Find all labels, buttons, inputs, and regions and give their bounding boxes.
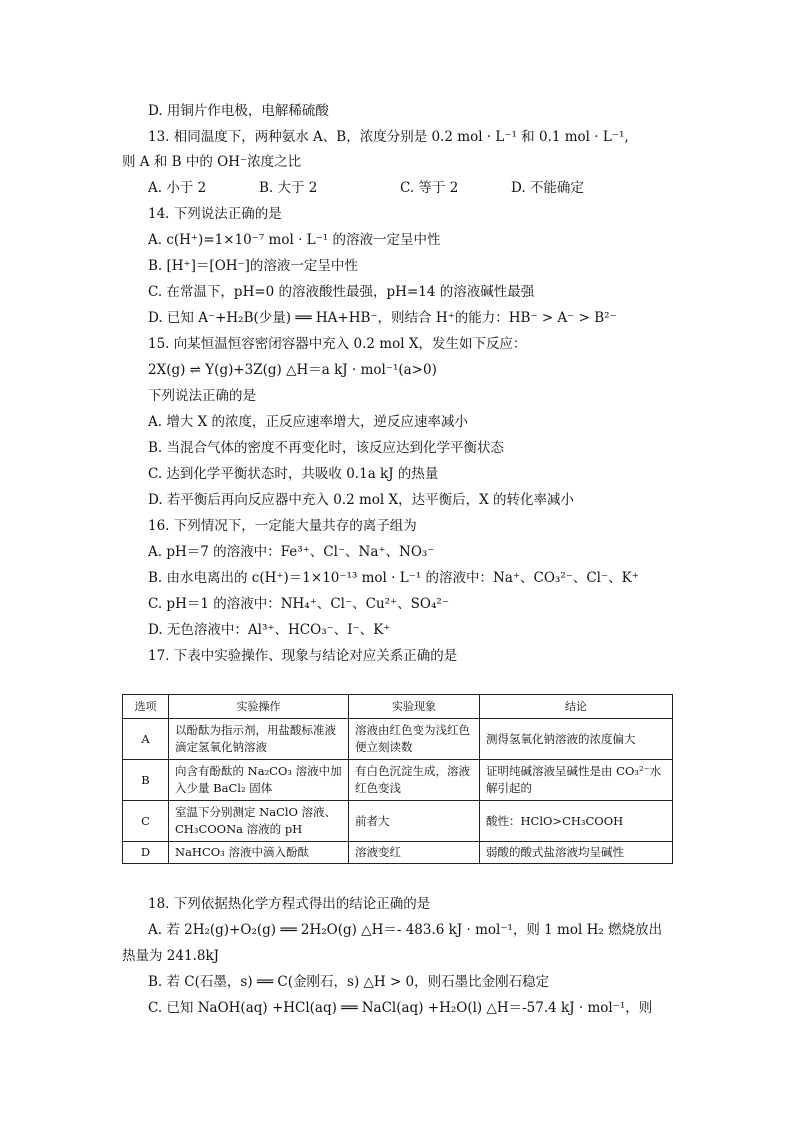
q18-option-b: B. 若 C(石墨，s) ══ C(金刚石，s) △H > 0，则石墨比金刚石稳定 [148,974,550,990]
table-cell: 弱酸的酸式盐溶液均呈碱性 [480,842,673,864]
q16-option-d: D. 无色溶液中：Al³⁺、HCO₃⁻、I⁻、K⁺ [148,622,391,638]
table-cell: 酸性：HClO>CH₃COOH [480,801,673,842]
header-operation: 实验操作 [169,695,349,719]
table-row [123,801,673,842]
q14-option-b: B. [H⁺]＝[OH⁻]的溶液一定呈中性 [148,258,358,274]
table-cell: B [123,760,169,801]
q15-option-c: C. 达到化学平衡状态时，共吸收 0.1a kJ 的热量 [148,466,439,482]
q14-option-d: D. 已知 A⁻+H₂B(少量) ══ HA+HB⁻，则结合 H⁺的能力：HB⁻ > A⁻ > B²⁻ [148,310,617,326]
q13-option-d: D. 不能确定 [511,180,584,196]
question-14: 14. 下列说法正确的是 [148,206,282,222]
q18-option-a-cont: 热量为 241.8kJ [122,948,220,964]
q15-prompt: 下列说法正确的是 [148,388,256,404]
table-cell: 溶液变红 [349,842,480,864]
header-option: 选项 [123,695,169,719]
q13-option-a: A. 小于 2 [148,180,207,196]
q14-option-a: A. c(H⁺)=1×10⁻⁷ mol · L⁻¹ 的溶液一定呈中性 [148,232,441,248]
q18-option-a: A. 若 2H₂(g)+O₂(g) ══ 2H₂O(g) △H＝- 483.6 kJ · mol⁻¹，则 1 mol H₂ 燃烧放出 [148,922,663,938]
table-cell: A [123,719,169,760]
table-cell: 测得氢氧化钠溶液的浓度偏大 [480,719,673,760]
table-row [123,760,673,801]
question-18: 18. 下列依据热化学方程式得出的结论正确的是 [148,896,431,912]
table-row [123,842,673,864]
q15-equation: 2X(g) ⇌ Y(g)+3Z(g) △H＝a kJ · mol⁻¹(a>0) [148,362,437,378]
line-q12-d: D. 用铜片作电极，电解稀硫酸 [148,103,329,119]
q13-option-b: B. 大于 2 [259,180,318,196]
q16-option-b: B. 由水电离出的 c(H⁺)＝1×10⁻¹³ mol · L⁻¹ 的溶液中：Na⁺、CO₃²⁻、Cl⁻、K⁺ [148,570,639,586]
question-16: 16. 下列情况下，一定能大量共存的离子组为 [148,518,417,534]
q16-option-c: C. pH＝1 的溶液中：NH₄⁺、Cl⁻、Cu²⁺、SO₄²⁻ [148,596,449,612]
table-cell: 向含有酚酞的 Na₂CO₃ 溶液中加入少量 BaCl₂ 固体 [169,760,349,801]
table-cell: C [123,801,169,842]
header-phenomenon: 实验现象 [349,695,480,719]
q15-option-d: D. 若平衡后再向反应器中充入 0.2 mol X，达平衡后，X 的转化率减小 [148,492,575,508]
q16-option-a: A. pH＝7 的溶液中：Fe³⁺、Cl⁻、Na⁺、NO₃⁻ [148,544,435,560]
table-cell: D [123,842,169,864]
question-15: 15. 向某恒温恒容密闭容器中充入 0.2 mol X，发生如下反应： [148,336,527,352]
table-cell: 室温下分别测定 NaClO 溶液、CH₃COONa 溶液的 pH [169,801,349,842]
table-cell: 溶液由红色变为浅红色便立刻读数 [349,719,480,760]
question-17: 17. 下表中实验操作、现象与结论对应关系正确的是 [148,648,458,664]
table-cell: 有白色沉淀生成，溶液红色变浅 [349,760,480,801]
q18-option-c: C. 已知 NaOH(aq) +HCl(aq) ══ NaCl(aq) +H₂O(l) △H＝-57.4 kJ · mol⁻¹，则 [148,1000,653,1016]
experiment-table [122,694,673,864]
question-13: 13. 相同温度下，两种氨水 A、B，浓度分别是 0.2 mol · L⁻¹ 和 0.1 mol · L⁻¹, [148,129,629,145]
question-13-cont: 则 A 和 B 中的 OH⁻浓度之比 [122,154,302,170]
table-cell: NaHCO₃ 溶液中滴入酚酞 [169,842,349,864]
table-cell: 以酚酞为指示剂，用盐酸标准液滴定氢氧化钠溶液 [169,719,349,760]
header-conclusion: 结论 [480,695,673,719]
table-row [123,719,673,760]
table-cell: 前者大 [349,801,480,842]
table-header-row [123,695,673,719]
q13-option-c: C. 等于 2 [400,180,459,196]
table-cell: 证明纯碱溶液呈碱性是由 CO₃²⁻水解引起的 [480,760,673,801]
q15-option-b: B. 当混合气体的密度不再变化时，该反应达到化学平衡状态 [148,440,505,456]
q14-option-c: C. 在常温下，pH=0 的溶液酸性最强，pH=14 的溶液碱性最强 [148,284,535,300]
q15-option-a: A. 增大 X 的浓度，正反应速率增大，逆反应速率减小 [148,414,469,430]
